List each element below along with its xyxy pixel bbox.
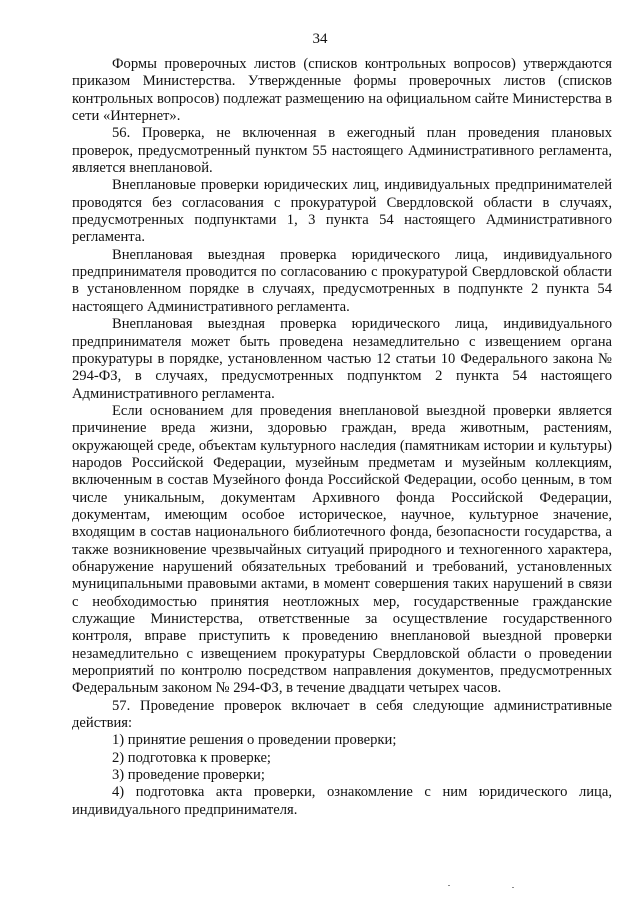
list-item: 2) подготовка к проверке; [112,749,271,766]
list-item: 1) принятие решения о проведении проверки; [112,732,397,749]
list-item: 3) проведение проверки; [112,767,265,784]
paragraph-harm-grounds: Если основанием для проведения внеплановой выездной проверки является причинение вреда жизни, здоровью граждан, вреда животным, растениям, окружающей среде, объектам культурного наследия (памятникам истории и культуры) народов Российской Федерации, музейным предметам и музейным коллекциям, включенным в состав Музейного фонда Российской Федерации, особо ценным, в том числе уникальным, документам Архивного фонда Российской Федерации, документам, имеющим особое историческое, научное, культурное значение, входящим в состав национального библиотечного фонда, безопасности государства, а также возникновение чрезвычайных ситуаций природного и техногенного характера, обнаружение нарушений обязательных требований и требований, установленных муниципальными правовыми актами, в момент совершения таких нарушений в связи с необходимостью принятия неотложных мер, государственные гражданские служащие Министерства, ответственные за осуществление государственного контроля, вправе приступить к проведению внеплановой выездной проверки незамедлительно с извещением прокуратуры Свердловской области о проведении мероприятий по контролю посредством направления документов, предусмотренных Федеральным законом № 294-ФЗ, в течение двадцати четырех часов. [72,402,612,697]
document-body [72,56,612,819]
scan-speck [512,887,514,888]
paragraph-56: 56. Проверка, не включенная в ежегодный план проведения плановых проверок, предусмотренный пунктом 55 настоящего Административного регламента, является внеплановой. [72,125,612,177]
paragraph-unscheduled-with-approval: Внеплановая выездная проверка юридического лица, индивидуального предпринимателя проводится по согласованию с прокуратурой Свердловской области в установленном порядке в случаях, предусмотренных в подпункте 2 пункта 54 настоящего Административного регламента. [72,246,612,315]
paragraph-immediate-inspection: Внеплановая выездная проверка юридического лица, индивидуального предпринимателя может быть проведена незамедлительно с извещением органа прокуратуры в порядке, установленном частью 12 статьи 10 Федерального закона № 294-ФЗ, в случаях, предусмотренных подпунктом 2 пункта 54 настоящего Административного регламента. [72,316,612,402]
paragraph-checklist-forms: Формы проверочных листов (списков контрольных вопросов) утверждаются приказом Министерства. Утвержденные формы проверочных листов (списков контрольных вопросов) подлежат размещению на официальном сайте Министерства в сети «Интернет». [72,56,612,125]
page-number: 34 [312,31,328,47]
scan-speck [448,885,450,886]
paragraph-unscheduled-without-approval: Внеплановые проверки юридических лиц, индивидуальных предпринимателей проводятся без согласования с прокуратурой Свердловской области в случаях, предусмотренных подпунктами 1, 3 пункта 54 настоящего Административного регламента. [72,177,612,246]
list-item: 4) подготовка акта проверки, ознакомление с ним юридического лица, индивидуального предпринимателя. [72,784,612,818]
paragraph-57: 57. Проведение проверок включает в себя следующие административные действия: [72,697,612,732]
